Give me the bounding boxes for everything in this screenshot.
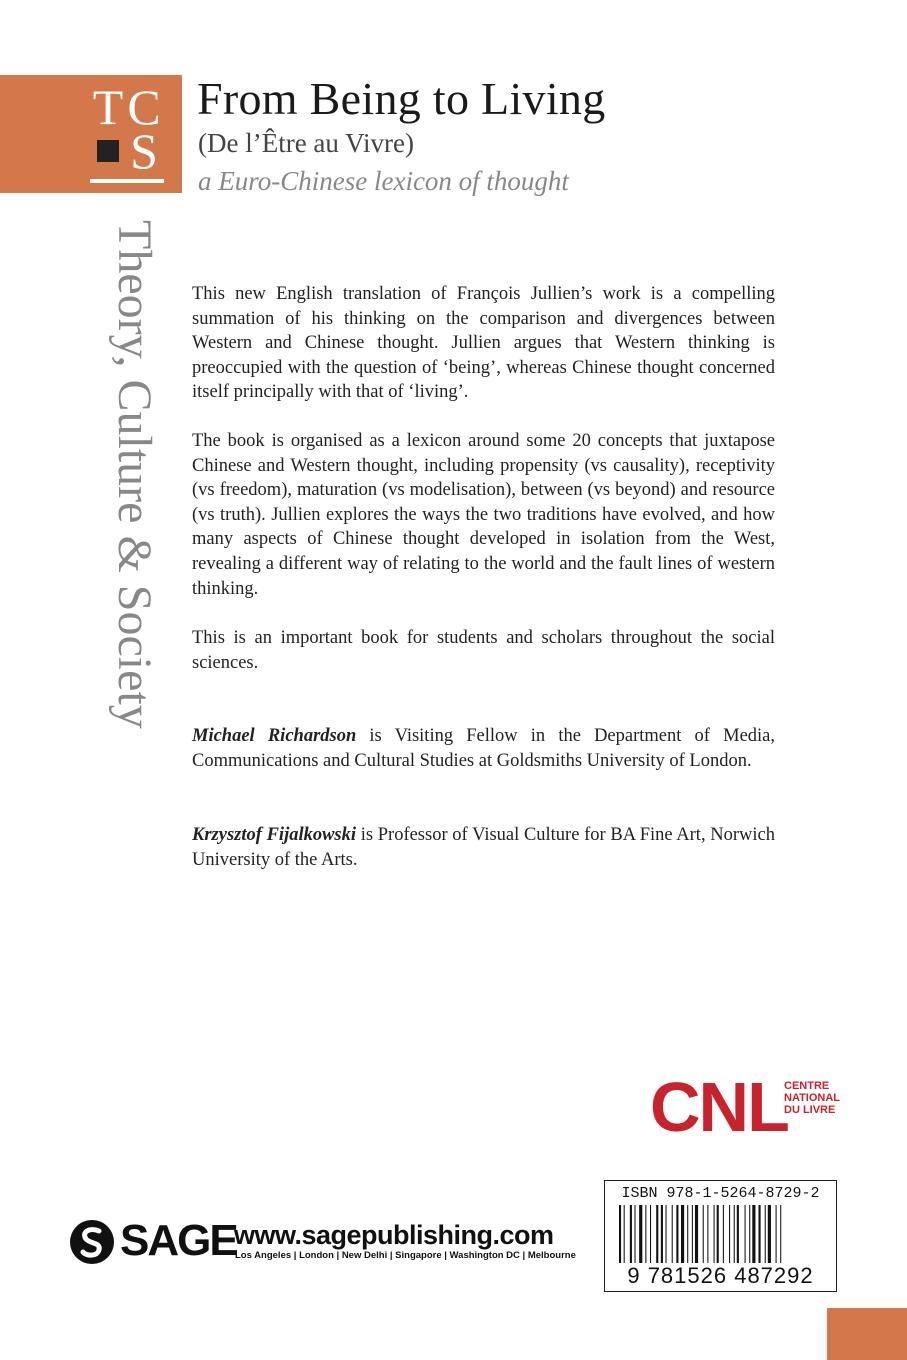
cnl-line: NATIONAL — [784, 1092, 841, 1104]
cnl-logo — [650, 1062, 850, 1152]
barcode-bars-icon — [619, 1205, 822, 1263]
tcs-letter-s: S — [130, 123, 158, 179]
description-paragraph: The book is organised as a lexicon around some 20 concepts that juxtapose Chinese and Western thought, including propensity (vs causality), receptivity (vs freedom), maturation (vs modelisation), between (vs beyond) and resource (vs truth). Jullien explores the ways the two traditions have evolved, and how many aspects of Chinese thought developed in isolation from the West, revealing a different way of relating to the world and the fault lines of western thinking. — [192, 431, 775, 599]
series-logo-block — [0, 75, 182, 193]
description-paragraph: This is an important book for students and scholars throughout the social sciences. — [192, 628, 775, 673]
author-name: Michael Richardson — [192, 726, 357, 746]
barcode — [604, 1180, 837, 1292]
author-bio-text: is Professor of Visual Culture for BA Fine Art, Norwich University of the Arts. — [192, 825, 775, 870]
series-name: Theory, Culture & Society — [108, 220, 161, 729]
tcs-logo — [90, 79, 164, 183]
author-bio — [192, 823, 775, 872]
author-bio-text: is Visiting Fellow in the Department of Media, Communications and Cultural Studies at Goldsmiths University of London. — [192, 726, 776, 771]
tcs-letter-t: T — [92, 79, 124, 135]
publisher-name: SAGE — [120, 1216, 237, 1265]
sage-logo-icon — [68, 1218, 116, 1266]
publisher-url[interactable]: www.sagepublishing.com — [234, 1220, 554, 1250]
tcs-square-icon — [97, 140, 119, 162]
author-bio — [192, 724, 775, 773]
book-subtitle: (De l’Être au Vivre) — [198, 128, 415, 158]
description-paragraph: This new English translation of François Jullien’s work is a compelling summation of his thinking on the comparison and divergences between Western and Chinese thought. Jullien argues that Western thinking is preoccupied with the question of ‘being’, whereas Chinese thought concerned itself principally with that of ‘living’. — [192, 284, 775, 403]
book-tagline: a Euro-Chinese lexicon of thought — [198, 166, 569, 196]
tcs-letter-c: C — [127, 79, 161, 135]
cnl-line: CENTRE — [784, 1080, 830, 1092]
cnl-letters: CNL — [650, 1068, 788, 1146]
book-title: From Being to Living — [197, 73, 606, 124]
publisher-cities: Los Angeles | London | New Delhi | Singapore | Washington DC | Melbourne — [235, 1250, 576, 1261]
tcs-rule — [90, 179, 164, 183]
isbn-digits: 9 781526 487292 — [627, 1263, 814, 1288]
corner-accent-block — [827, 1308, 907, 1360]
cnl-line: DU LIVRE — [784, 1104, 836, 1116]
isbn-label: ISBN 978-1-5264-8729-2 — [621, 1185, 820, 1202]
cnl-caption — [784, 1080, 840, 1116]
author-name: Krzysztof Fijalkowski — [192, 825, 357, 845]
